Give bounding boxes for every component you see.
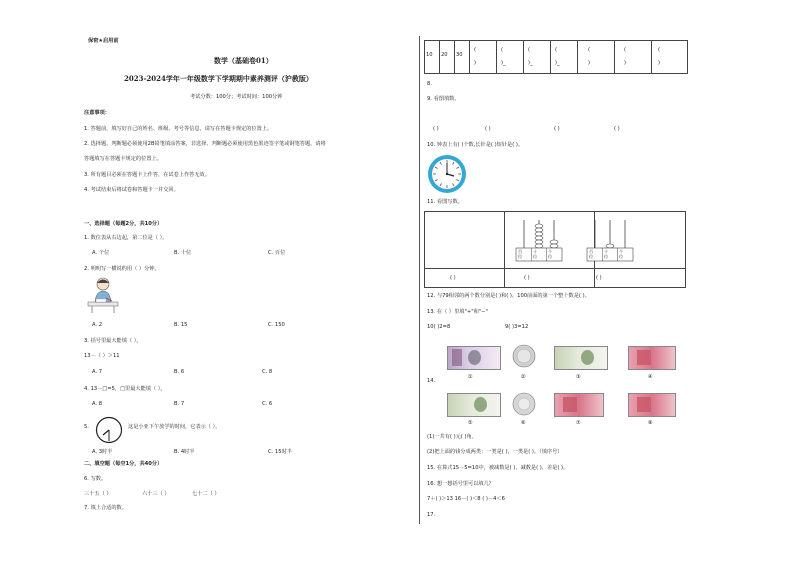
table-cell-1: 10 bbox=[426, 52, 433, 58]
q6-item-2[interactable]: 六十三（ ） bbox=[142, 491, 170, 497]
q6-item-1[interactable]: 三十五（ ） bbox=[84, 491, 112, 497]
coin-icon bbox=[512, 392, 536, 416]
q1-text: 1. 数位表从右边起，第二位是（ ）。 bbox=[84, 235, 168, 241]
banknote-5-jiao bbox=[554, 393, 604, 417]
money-label-4: ④ bbox=[648, 374, 653, 380]
q5-option-c[interactable]: C. 15时半 bbox=[268, 449, 292, 455]
money-label-5: ⑤ bbox=[468, 420, 473, 426]
note-4: 4. 考试结束后将试卷和答题卡一并交回。 bbox=[84, 187, 179, 193]
notes-heading: 注意事项： bbox=[84, 110, 110, 116]
banknote-5-jiao bbox=[628, 393, 676, 417]
note-3: 3. 所有题目必须在答题卡上作答，在试卷上作答无效。 bbox=[84, 172, 210, 178]
abacus1-label-tens: 十 位 bbox=[533, 249, 538, 259]
q1-option-a[interactable]: A. 个位 bbox=[92, 250, 110, 256]
wall-clock-icon bbox=[427, 154, 467, 194]
note-1: 1. 答题前，填写好自己的姓名、班级、考号等信息，请写在答题卡规定的位置上。 bbox=[84, 126, 273, 132]
q4-option-b[interactable]: B. 7 bbox=[174, 401, 185, 407]
q11-blank-1[interactable]: ( ) bbox=[450, 275, 456, 281]
q5-option-a[interactable]: A. 3时半 bbox=[92, 449, 113, 455]
q14-number: 14. bbox=[427, 378, 436, 384]
q13-text: 13. 在（ ）里填"+"和"−" bbox=[427, 309, 488, 315]
q2-text: 2. 明明写一横说约用（ ）分钟。 bbox=[84, 266, 160, 272]
money-label-7: ⑦ bbox=[576, 420, 581, 426]
money-label-2: ② bbox=[521, 374, 526, 380]
q5-option-b[interactable]: B. 4时半 bbox=[174, 449, 195, 455]
q9-text: 9. 看图填数。 bbox=[427, 96, 460, 102]
q4-option-a[interactable]: A. 8 bbox=[92, 401, 103, 407]
q2-option-a[interactable]: A. 2 bbox=[92, 322, 103, 328]
abacus1-label-hundreds: 百 位 bbox=[518, 249, 523, 259]
q5-text: 这是小亚下午放学的时间，它表示（ ）。 bbox=[128, 424, 221, 430]
page-title: 数学（基础卷01） bbox=[214, 56, 273, 65]
q16-expressions[interactable]: 7＋( )＞13 16－( )＜8 ( )－4＜6 bbox=[427, 496, 505, 502]
q14-part1: (1)一共有( )元( )角。 bbox=[427, 434, 477, 440]
coin-icon bbox=[512, 344, 536, 368]
abacus1-label-ones: 个 位 bbox=[548, 249, 553, 259]
q12-text: 12. 与79相邻的两个数分别是( )和( )，100前面的第一个整十数是( )。 bbox=[427, 293, 590, 299]
q5-number: 5. bbox=[84, 424, 89, 430]
section2-heading: 二、填空题（每空1分，共40分） bbox=[84, 461, 163, 467]
column-divider bbox=[419, 36, 420, 524]
q9-blank-1[interactable]: ( ) bbox=[433, 126, 439, 132]
abacus2-label-hundreds: 百 位 bbox=[589, 249, 594, 259]
secret-label: 保密★启用前 bbox=[88, 38, 119, 44]
section1-heading: 一、选择题（每题2分，共10分） bbox=[84, 221, 163, 227]
q10-text: 10. 钟表上有( )个数,长针是( )短针是( )。 bbox=[427, 142, 524, 148]
table-cell-7[interactable]: ( )_ bbox=[555, 47, 560, 66]
q3-text: 3. 括号里最大能填（ ）。 bbox=[84, 338, 142, 344]
q6-item-3[interactable]: 七十二（ ） bbox=[192, 491, 220, 497]
q2-option-c[interactable]: C. 150 bbox=[268, 322, 285, 328]
q3-option-c[interactable]: C. 8 bbox=[262, 369, 273, 375]
q9-blank-4[interactable]: ( ) bbox=[614, 126, 620, 132]
banknote-5-yuan bbox=[447, 346, 501, 370]
q8-text: 8. bbox=[427, 81, 432, 87]
q6-text: 6. 写数。 bbox=[84, 476, 107, 482]
page-subtitle: 2023-2024学年一年级数学下学期期中素养测评（沪教版） bbox=[124, 74, 313, 83]
banknote-1-yuan bbox=[554, 346, 608, 370]
table-cell-5[interactable]: ( )_ bbox=[501, 47, 506, 66]
table-cell-6[interactable]: ( )_ bbox=[528, 47, 533, 66]
abacus2-label-tens: 十 位 bbox=[604, 249, 609, 259]
q11-text: 11. 看图写数。 bbox=[427, 199, 463, 205]
q16-text: 16. 想一想括号里可以填几？ bbox=[427, 481, 494, 487]
table-cell-2: 20 bbox=[441, 52, 448, 58]
q14-part2: (2)把上面的钱分成两类：一类是( )，一类是( )。（填序号） bbox=[427, 449, 563, 455]
table-cell-9[interactable]: ( ) bbox=[624, 47, 627, 66]
q2-option-b[interactable]: B. 15 bbox=[174, 322, 188, 328]
q1-option-b[interactable]: B. 十位 bbox=[174, 250, 192, 256]
q15-text: 15. 在算式15－5=10中，被减数是( )，减数是( )，差是( )。 bbox=[427, 465, 569, 471]
q9-blank-3[interactable]: ( ) bbox=[554, 126, 560, 132]
note-2-cont: 答题填写在答题卡规定的位置上。 bbox=[84, 156, 162, 162]
child-writing-illustration bbox=[86, 276, 120, 314]
q1-option-c[interactable]: C. 百位 bbox=[268, 250, 286, 256]
q4-option-c[interactable]: C. 6 bbox=[262, 401, 273, 407]
table-cell-4[interactable]: ( ) bbox=[474, 47, 477, 66]
q11-blank-3[interactable]: ( ) bbox=[596, 275, 602, 281]
table-cell-10[interactable]: ( ) bbox=[658, 47, 661, 66]
q17-text: 17. bbox=[427, 512, 436, 518]
note-2: 2. 选择题、判断题必须使用2B铅笔填涂答案，非选择、判断题必须使用黑色墨迹签字笔或钢笔答题，请将 bbox=[84, 141, 326, 147]
money-label-1: ① bbox=[468, 374, 473, 380]
table-cell-3: 30 bbox=[456, 52, 463, 58]
q9-blank-2[interactable]: ( ) bbox=[485, 126, 491, 132]
banknote-5-jiao bbox=[628, 346, 676, 370]
q13-expr-2[interactable]: 9( )3=12 bbox=[505, 324, 529, 330]
q3-option-a[interactable]: A. 7 bbox=[92, 369, 103, 375]
money-label-8: ⑧ bbox=[648, 420, 653, 426]
abacus2-label-ones: 个 位 bbox=[619, 249, 624, 259]
q11-blank-2[interactable]: ( ) bbox=[524, 275, 530, 281]
clock-small-icon bbox=[95, 416, 123, 444]
q3-expression: 13－（ ）＞11 bbox=[84, 353, 120, 359]
banknote-1-yuan bbox=[447, 393, 501, 417]
q3-option-b[interactable]: B. 6 bbox=[174, 369, 185, 375]
q4-text: 4. 13－□=5，□里最大能填（ ）。 bbox=[84, 386, 166, 392]
money-label-6: ⑥ bbox=[521, 420, 526, 426]
q7-text: 7. 填上合适的数。 bbox=[84, 505, 127, 511]
exam-info: 考试分数：100分；考试时间：100分钟 bbox=[190, 94, 283, 100]
money-label-3: ③ bbox=[576, 374, 581, 380]
q13-expr-1[interactable]: 10( )2=8 bbox=[427, 324, 451, 330]
table-cell-8[interactable]: ( ) bbox=[588, 47, 591, 66]
